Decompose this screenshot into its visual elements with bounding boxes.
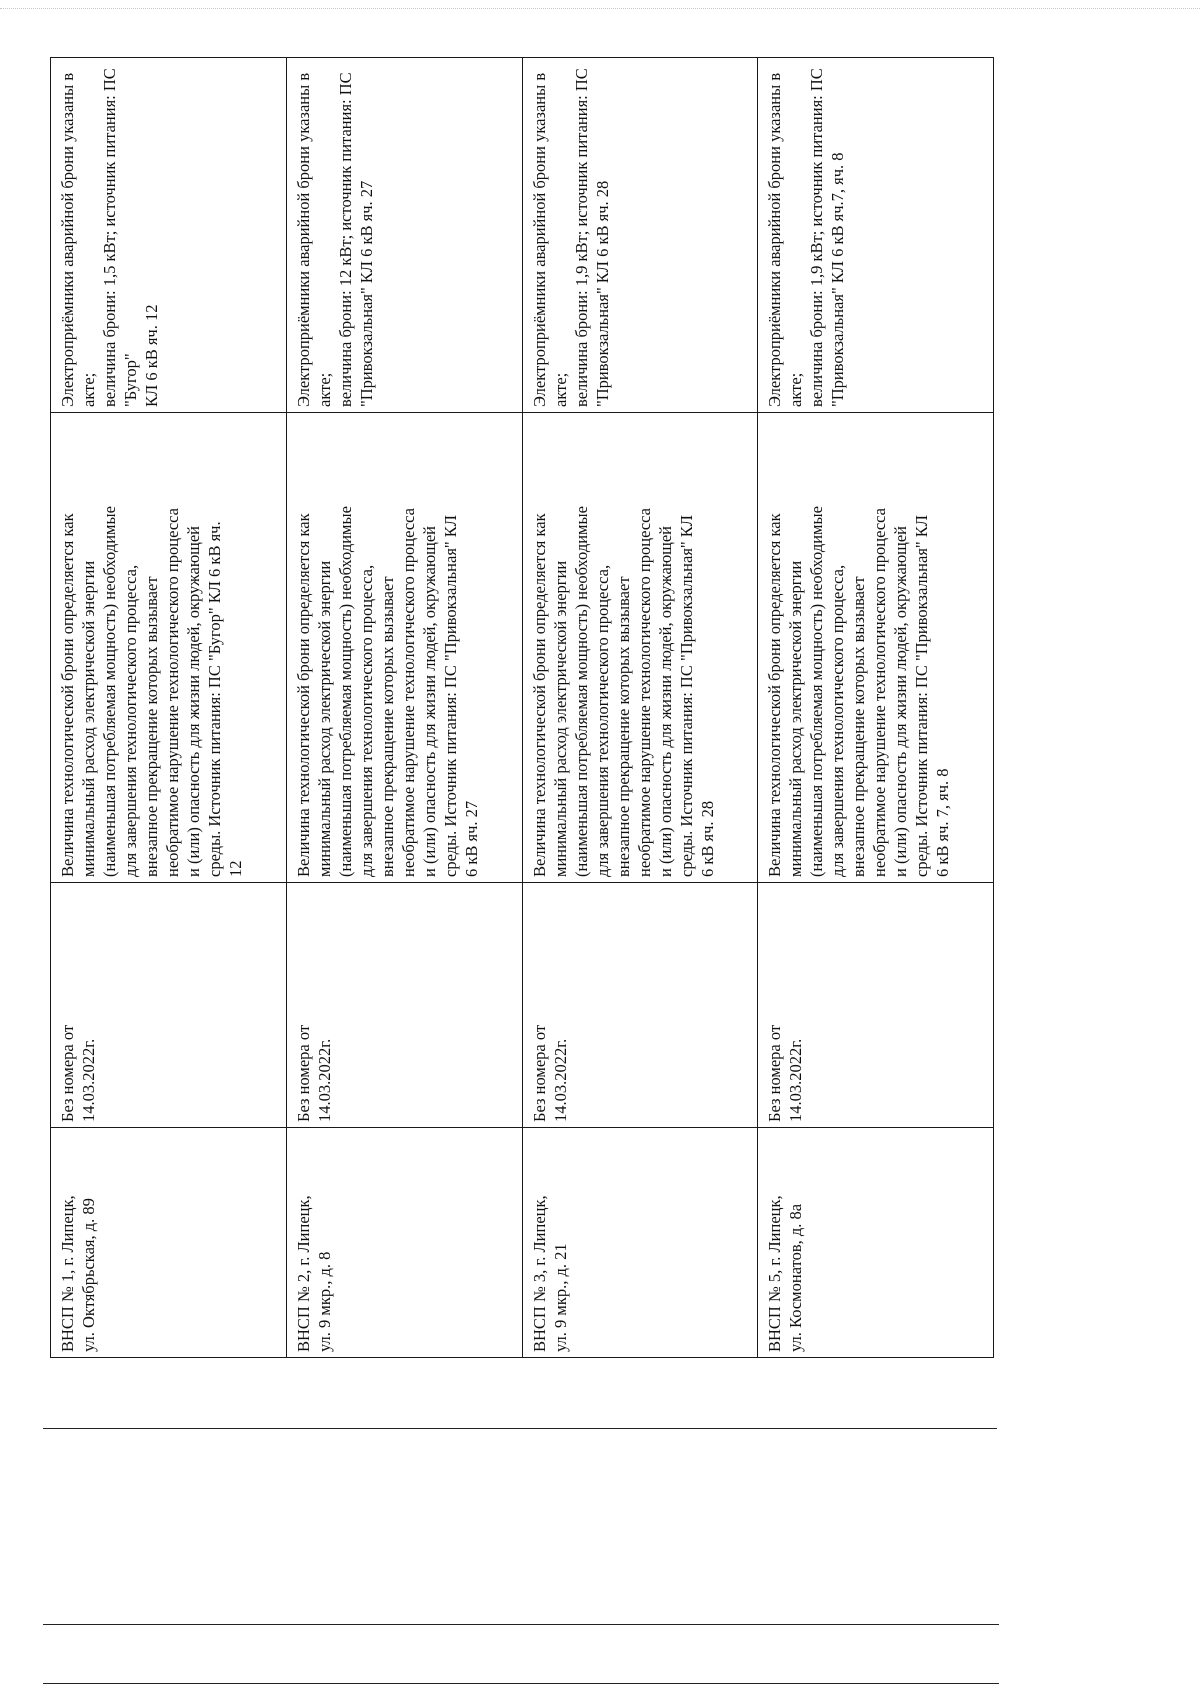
top-dotted-rule [0,8,1200,9]
tech-reserve-cell: Величина технологической брони определяется как минимальный расход электрической энергии (наименьшая потребляемая мощность) необходимые для завершения технологического процесса, внезапное прекращение которых вызывает необратимое нарушение технологического процесса и (или) опасность для жизни людей, окружающей среды. Источник питания: ПС "Привокзальная" КЛ 6 кВ яч. 28 [522,413,758,883]
act-cell: Без номера от 14.03.2022г. [522,883,758,1128]
reserve-table [50,57,994,1358]
act-cell: Без номера от 14.03.2022г. [51,883,287,1128]
object-cell: ВНСП № 1, г. Липецк, ул. Октябрьская, д. 89 [51,1128,287,1358]
tech-reserve-cell: Величина технологической брони определяется как минимальный расход электрической энергии (наименьшая потребляемая мощность) необходимые для завершения технологического процесса, внезапное прекращение которых вызывает необратимое нарушение технологического процесса и (или) опасность для жизни людей, окружающей среды. Источник питания: ПС "Привокзальная" КЛ 6 кВ яч. 27 [286,413,522,883]
signature-line [43,1428,997,1429]
tech-reserve-cell: Величина технологической брони определяется как минимальный расход электрической энергии (наименьшая потребляемая мощность) необходимые для завершения технологического процесса, внезапное прекращение которых вызывает необратимое нарушение технологического процесса и (или) опасность для жизни людей, окружающей среды. Источник питания: ПС "Бугор" КЛ 6 кВ яч. 12 [51,413,287,883]
table-row [51,58,287,1358]
table-row [758,58,994,1358]
object-cell: ВНСП № 5, г. Липецк, ул. Космонатов, д. 8а [758,1128,994,1358]
act-cell: Без номера от 14.03.2022г. [286,883,522,1128]
signature-line [43,1683,999,1684]
table-row [522,58,758,1358]
emergency-reserve-cell: Электроприёмники аварийной брони указаны в акте; величина брони: 1,9 кВт; источник питания: ПС "Привокзальная" КЛ 6 кВ яч.7, яч. 8 [758,58,994,413]
emergency-reserve-cell: Электроприёмники аварийной брони указаны в акте; величина брони: 1,9 кВт; источник питания: ПС "Привокзальная" КЛ 6 кВ яч. 28 [522,58,758,413]
signature-line [43,1624,999,1625]
emergency-reserve-cell: Электроприёмники аварийной брони указаны в акте; величина брони: 1,5 кВт; источник питания: ПС "Бугор" КЛ 6 кВ яч. 12 [51,58,287,413]
rotated-table-container [50,58,994,1358]
object-cell: ВНСП № 3, г. Липецк, ул. 9 мкр., д. 21 [522,1128,758,1358]
act-cell: Без номера от 14.03.2022г. [758,883,994,1128]
table-row [286,58,522,1358]
emergency-reserve-cell: Электроприёмники аварийной брони указаны в акте; величина брони: 12 кВт; источник питания: ПС "Привокзальная" КЛ 6 кВ яч. 27 [286,58,522,413]
tech-reserve-cell: Величина технологической брони определяется как минимальный расход электрической энергии (наименьшая потребляемая мощность) необходимые для завершения технологического процесса, внезапное прекращение которых вызывает необратимое нарушение технологического процесса и (или) опасность для жизни людей, окружающей среды. Источник питания: ПС "Привокзальная" КЛ 6 кВ яч. 7, яч. 8 [758,413,994,883]
object-cell: ВНСП № 2, г. Липецк, ул. 9 мкр., д. 8 [286,1128,522,1358]
